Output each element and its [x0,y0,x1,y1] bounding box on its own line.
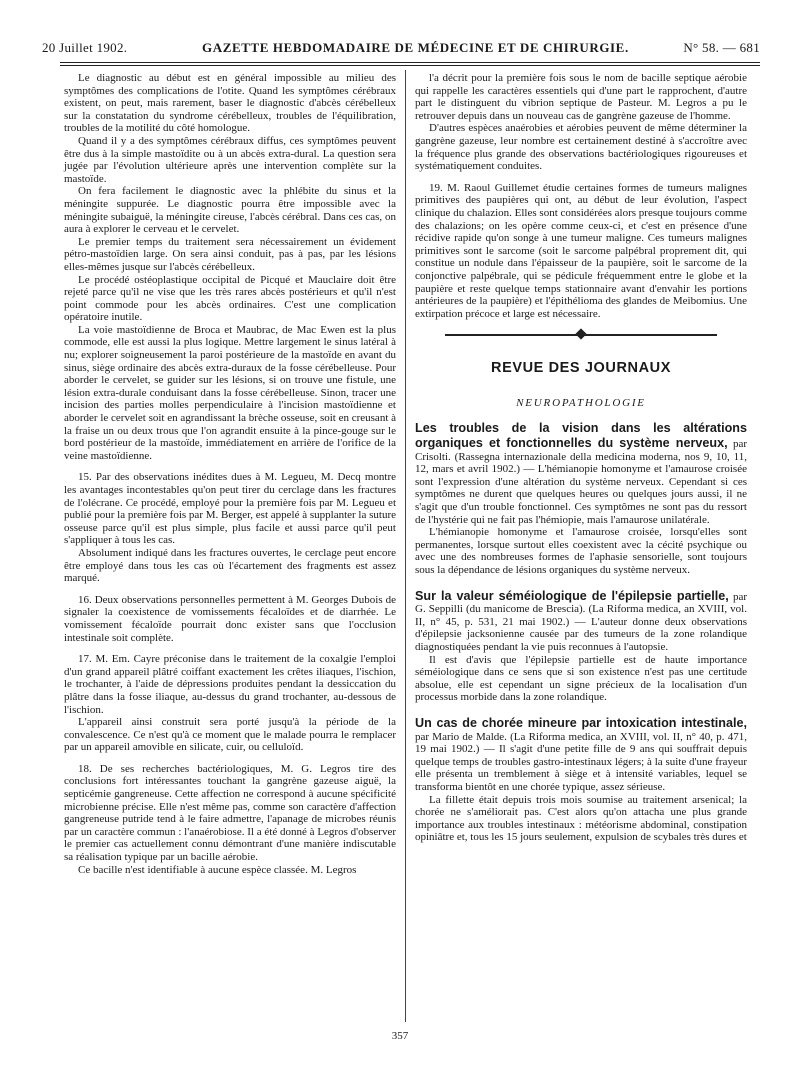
paragraph-17: 17. M. Em. Cayre préconise dans le traitement de la coxalgie l'emploi d'un grand appareil plâtré coiffant exactement les crêtes iliaques, l'ischion, le trochanter, à l'aide de dépressions produites pendant la dessiccation du plâtre dans la fosse iliaque, au-dessus du grand trochanter, au-dessous de l'ischion. [64,653,396,716]
article [415,589,747,704]
paragraph: Le premier temps du traitement sera nécessairement un évidement pétro-mastoïdien large. On sera ainsi conduit, pas à pas, par les lésions elles-mêmes jusque sur l'abcès cérébelleux. [64,235,396,273]
paragraph-18-cont: Ce bacille n'est identifiable à aucune espèce classée. M. Legros [78,863,357,876]
paragraph: Quand il y a des symptômes cérébraux diffus, ces symptômes peuvent être dus à la simple mastoïdite ou à un abcès extra-dural. La question sera jugée par l'évolution ultérieure après une intervention complète sur la mastoïde. [64,134,396,185]
header-rule-double [60,65,760,66]
article-text: L'hémianopie homonyme et l'amaurose croisée sont l'expression d'une altération du système nerveux. Cependant si ces symptômes ne durent que quelques heures ou quelques jours aussi, il ne s'agit que d'un trouble fonctionnel. Ces symptômes ne sont pas du ressort de l'hystérie qui ne fait pas l'hémiopie, mais l'amaurose unilatérale. [415,463,747,526]
paragraph: La voie mastoïdienne de Broca et Maubrac, de Mac Ewen est la plus commode, elle est aussi la plus logique. Mettre largement le sinus latéral à nu; explorer soigneusement la paroi postérieure de la mastoïde en avant du sinus, siège ordinaire des abcès extra-duraux de la fosse cérébelleuse. Pour aborder le cervelet, se guider sur les lésions, si on trouve une fistule, une lésion extra-durale conduisant dans la fosse cérébelleuse. Sinon, tracer une incision des parties molles perpendiculaire à l'incision mastoïdienne et aborder le cervelet soit en agrandissant la brèche osseuse, soit en creusant à la fraise un ou deux trous que l'on agrandit ensuite à la pince-gouge sur le bord postérieur de la mastoïde, immédiatement en arrière de l'orifice de la veine mastoïdienne. [64,323,397,462]
article-reference: par Crisolti. (Rassegna internazionale della medicina moderna, nos 9, 10, 11, 12, mars et avril 1902.) — [415,438,747,476]
section-heading: NEUROPATHOLOGIE [516,396,646,409]
article-title: Les troubles de la vision dans les altérations organiques et fonctionnelles du système nerveux, [415,421,747,451]
article-reference: par G. Seppilli (du manicome de Brescia). (La Riforma medica, an XVIII, vol. II, n° 45, p. 531, 21 mai 1902.) — [415,590,748,628]
paragraph-16: 16. Deux observations personnelles permettent à M. Georges Dubois de signaler la coexistence de vomissements fécaloïdes et de diarrhée. Le vomissement fécaloïde pourrait donc exister sans que l'occlusion intestinale soit complète. [64,593,396,644]
section-ornament [445,330,717,340]
article [415,421,747,576]
paragraph: Le diagnostic au début est en général impossible au milieu des symptômes des complications de l'otite. Quand les symptômes cérébraux existent, on peut, mais rarement, baser le diagnostic d'abcès cérébelleux sur la constatation du syndrome cérébelleux, troubles de l'équilibration, troubles de la motilité du côté homologue. [64,72,396,135]
paragraph-15-cont: Absolument indiqué dans les fractures ouvertes, le cerclage peut encore être employé dans tous les cas où l'écartement des fragments est assez marqué. [64,546,396,585]
article-title: Un cas de chorée mineure par intoxication intestinale, [415,715,747,730]
revue-heading: REVUE DES JOURNAUX [491,360,671,377]
paragraph: Le procédé ostéoplastique occipital de Picqué et Mauclaire doit être rejeté parce qu'il ne vise que les très rares abcès postérieurs et qu'il n'est point commode pour les abcès ordinaires. C'est une complication opératoire inutile. [64,273,396,324]
paragraph: D'autres espèces anaérobies et aérobies peuvent de même déterminer la gangrène gazeuse, leur nombre est certainement destiné à s'accroître avec la fréquence plus grande des observations bactériologiques rigoureuses et systématiquement conduites. [415,122,747,173]
article [415,716,747,844]
article-text: Il s'agit d'une petite fille de 9 ans qui souffrait depuis quelque temps de troubles gastro-intestinaux légers; à la suite d'une frayeur elle présenta un tremblement à siège et à intensité variables, lequel se transforma bientôt en une chorée typique, assez sérieuse. [415,743,747,793]
article-text-cont: L'hémianopie homonyme et l'amaurose croisée, lorsqu'elles sont permanentes, lorsque surtout elles coexistent avec la cécité psychique ou avec une des nombreuses formes de l'aphasie sensorielle, sont toujours sous la dépendance de lésions organiques du système nerveux. [415,526,747,576]
issue-number: N° 58. — 681 [683,40,760,55]
running-header [42,40,760,58]
diamond-ornament-icon [575,329,586,340]
paragraph-19: 19. M. Raoul Guillemet étudie certaines formes de tumeurs malignes primitives des paupières qui ont, au début de leur évolution, l'aspect clinique du chalazion. Elles sont considérées alors presque toujours comme des chalazions; on les opère comme ceux-ci, et c'est en présence d'une récidive rapide qu'on songe à une tumeur maligne. Ces tumeurs malignes primitives sont le sarcome (soit le sarcome palpébral proprement dit, qui constitue un nodule dans l'épaisseur de la paupière, soit le sarcome de la conjonctive palpébrale, qui se pédicule fréquemment entre le globe et la paupière et reste quelque temps stationnaire avant d'envahir les portions antérieures de la paupière) et l'épithélioma des glandes de Meibomius. Une extirpation précoce et large est nécessaire. [415,181,747,320]
article-title: Sur la valeur séméiologique de l'épilepsie partielle, [415,588,729,603]
left-column [64,72,396,876]
paragraph: On fera facilement le diagnostic avec la phlébite du sinus et la méningite suppurée. Le diagnostic pourra être impossible avec la méningite subaiguë, la méningite cireuse, l'abcès cérébral. Dans ces cas, on aura à explorer le cerveau et le cervelet. [64,185,396,236]
header-rule [60,62,760,63]
issue-date: 20 Juillet 1902. [42,40,128,55]
journal-title: GAZETTE HEBDOMADAIRE DE MÉDECINE ET DE CHIRURGIE. [202,40,629,55]
paragraph-18: 18. De ses recherches bactériologiques, M. G. Legros tire des conclusions fort intéressantes touchant la gangrène gazeuse aiguë, la septicémie gangreneuse. Cette affection ne correspond à aucune spécificité microbienne précise. Elle n'est même pas, comme son caractère d'affection gangreneuse putride tend à le faire admettre, l'apanage de microbes réunis par un caractère commun : l'anaérobiose. Il a été donné à Legros d'observer le premier cas actuellement connu démontrant d'une manière indiscutable sa réalisation typique par un bacille aérobie. [64,762,396,864]
article-text: L'auteur donne deux observations d'épilepsie jacksonienne causée par des tumeurs de la zone rolandique diagnostiquées pendant la vie puis reconnues à l'autopsie. [415,615,748,653]
article-text-cont: Il est d'avis que l'épilepsie partielle est de haute importance séméiologique dans ce sens que si son existence n'est pas une certitude absolue, elle est cependant un signe précieux de la localisation d'un processus morbide dans la zone rolandique. [415,653,747,704]
page-number: 357 [391,1030,409,1042]
article-text-cont: La fillette était depuis trois mois soumise au traitement arsenical; la chorée ne s'améliorait pas. C'est alors qu'on attacha une plus grande importance aux troubles intestinaux : météorisme abdominal, constipation opiniâtre et, tous les 15 jours seulement, expulsion de scybales très dures et [415,793,747,844]
right-column [415,72,747,844]
paragraph-17-cont: L'appareil ainsi construit sera porté jusqu'à la période de la convalescence. Ce n'est qu'à ce moment que le malade pourra le remplacer par un appareil amovible en silicate, cuir, ou celluloïd. [64,716,396,754]
article-reference: par Mario de Malde. (La Riforma medica, an XVIII, vol. II, n° 40, p. 471, 19 mai 1902.) — [415,730,747,756]
paragraph-18-continued: l'a décrit pour la première fois sous le nom de bacille septique aérobie qui rappelle les caractères essentiels qui d'une part le rapprochent, d'autre part le distinguent du vibrion septique de Pasteur. M. Legros a pu le retrouver depuis dans un nouveau cas de gangrène gazeuse de l'homme. [415,72,747,122]
column-divider [405,70,406,1022]
paragraph-15: 15. Par des observations inédites dues à M. Legueu, M. Decq montre les avantages incontestables qu'on peut tirer du cerclage dans les fractures de l'olécrane. Ce procédé, employé pour la première fois par M. Legueu et publié pour la première fois par M. Berger, est appelé à supplanter la suture osseuse parce qu'il est plus simple, plus facile et aussi parce qu'il peut s'appliquer à tous les cas. [64,471,396,547]
